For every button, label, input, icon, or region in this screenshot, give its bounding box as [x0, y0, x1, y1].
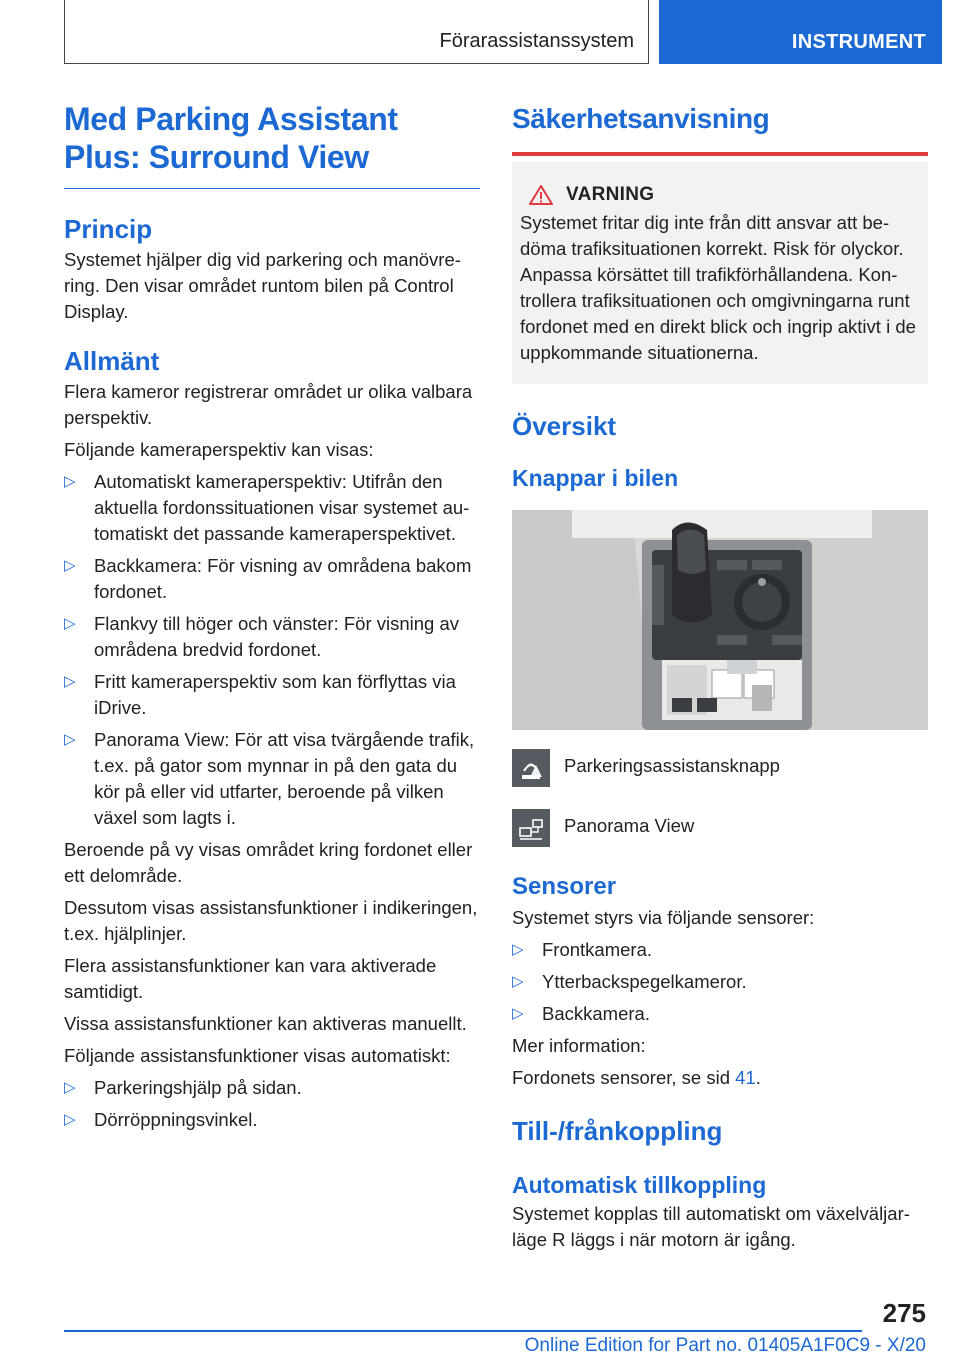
warning-box — [512, 162, 928, 384]
warning-triangle-icon — [528, 184, 554, 206]
triangle-bullet-icon: ▷ — [512, 973, 524, 990]
header-section-title: Förarassistanssystem — [439, 30, 634, 52]
parking-assist-button-label: Parkeringsassistansknapp — [564, 755, 780, 776]
triangle-bullet-icon: ▷ — [512, 1005, 524, 1022]
triangle-bullet-icon: ▷ — [64, 673, 76, 690]
car-console-photo — [512, 510, 928, 730]
triangle-bullet-icon: ▷ — [64, 615, 76, 632]
triangle-bullet-icon: ▷ — [64, 557, 76, 574]
header-chapter-tab[interactable] — [659, 0, 942, 64]
tillfran-heading: Till-/frånkoppling — [512, 1116, 723, 1146]
safety-heading: Säkerhetsanvisning — [512, 100, 928, 156]
allmant-heading: Allmänt — [64, 346, 160, 376]
parking-assist-button-row — [512, 749, 928, 787]
panorama-view-button-row — [512, 809, 928, 847]
triangle-bullet-icon: ▷ — [512, 941, 524, 958]
list-item: ▷ Parkeringshjälp på sidan. — [64, 1075, 480, 1101]
princip-text: Systemet hjälper dig vid parkering och manövrering. Den visar området runtom bilen på Control Display. — [64, 249, 461, 322]
more-info-text: Mer information: — [512, 1035, 646, 1056]
list-item: ▷ Fritt kameraperspektiv som kan förflyttas via iDrive. — [64, 671, 456, 718]
allmant-text-7: Följande assistansfunktioner visas automatiskt: — [64, 1045, 451, 1066]
allmant-text-4: Dessutom visas assistansfunktioner i indikeringen, t.ex. hjälplinjer. — [64, 897, 478, 944]
right-column — [512, 100, 928, 1253]
page-number: 275 — [882, 1298, 926, 1328]
allmant-text-1: Flera kameror registrerar området ur olika valbara perspektiv. — [64, 381, 473, 428]
list-item: ▷ Ytterbackspegelkameror. — [512, 969, 928, 995]
camera-perspective-list — [64, 469, 480, 831]
auto-function-list — [64, 1075, 480, 1133]
triangle-bullet-icon: ▷ — [64, 473, 76, 490]
page-title: Med Parking Assistant Plus: Surround View — [64, 100, 480, 189]
allmant-text-3: Beroende på vy visas området kring fordonet eller ett delområde. — [64, 839, 473, 886]
sensorer-heading: Sensorer — [512, 873, 617, 900]
triangle-bullet-icon: ▷ — [64, 731, 76, 748]
allmant-text-5: Flera assistansfunktioner kan vara aktiverade samtidigt. — [64, 955, 437, 1002]
list-item: ▷ Automatiskt kameraperspektiv: Utifrån den aktuella fordonssituationen visar systemet automatiskt det passande kameraperspektivet. — [64, 471, 470, 544]
auto-tillkoppling-text: Systemet kopplas till automatiskt om växelväljarläge R läggs i när motorn är igång. — [512, 1203, 910, 1250]
auto-tillkoppling-subheading: Automatisk tillkoppling — [512, 1172, 767, 1198]
sensor-list — [512, 937, 928, 1027]
list-item: ▷ Panorama View: För att visa tvärgående trafik, t.ex. på gator som mynnar in på den gata du kör på eller vid utfarter, beroende på vilken växel som lagts i. — [64, 729, 475, 828]
panorama-view-button-label: Panorama View — [564, 815, 695, 836]
header-chapter-title: INSTRUMENT — [791, 31, 926, 53]
triangle-bullet-icon: ▷ — [64, 1079, 76, 1096]
list-item: ▷ Dörröppningsvinkel. — [64, 1107, 480, 1133]
warning-label: VARNING — [566, 184, 655, 205]
list-item: ▷ Flankvy till höger och vänster: För visning av områdena bredvid fordonet. — [64, 613, 460, 660]
oversikt-heading: Översikt — [512, 411, 617, 441]
list-item: ▷ Backkamera: För visning av områdena bakom fordonet. — [64, 555, 472, 602]
warning-text: Systemet fritar dig inte från ditt ansvar att bedöma trafiksituationen korrekt. Risk för olyckor. Anpassa körsättet till trafikförhållandena. Kontrollera trafiksituationen och omgivningarna runt fordonet med en direkt blick och ingrip aktivt i de uppkommande situationerna. — [520, 212, 916, 363]
parking-assist-button-icon — [512, 749, 550, 787]
sensor-reference: Fordonets sensorer, se sid 41. — [512, 1067, 761, 1088]
triangle-bullet-icon: ▷ — [64, 1111, 76, 1128]
allmant-text-6: Vissa assistansfunktioner kan aktiveras manuellt. — [64, 1013, 467, 1034]
allmant-text-2: Följande kameraperspektiv kan visas: — [64, 439, 374, 460]
list-item: ▷ Frontkamera. — [512, 937, 928, 963]
page-reference-link[interactable]: 41 — [735, 1067, 756, 1088]
panorama-view-button-icon — [512, 809, 550, 847]
princip-heading: Princip — [64, 214, 153, 244]
left-column — [64, 100, 480, 1133]
header-section-tab — [64, 0, 649, 64]
sensorer-text: Systemet styrs via följande sensorer: — [512, 907, 815, 928]
list-item: ▷ Backkamera. — [512, 1001, 928, 1027]
knappar-subheading: Knappar i bilen — [512, 465, 679, 491]
warning-title — [520, 184, 920, 206]
footer-divider — [64, 1330, 862, 1332]
footer-edition: Online Edition for Part no. 01405A1F0C9 - X/20 — [524, 1335, 926, 1356]
